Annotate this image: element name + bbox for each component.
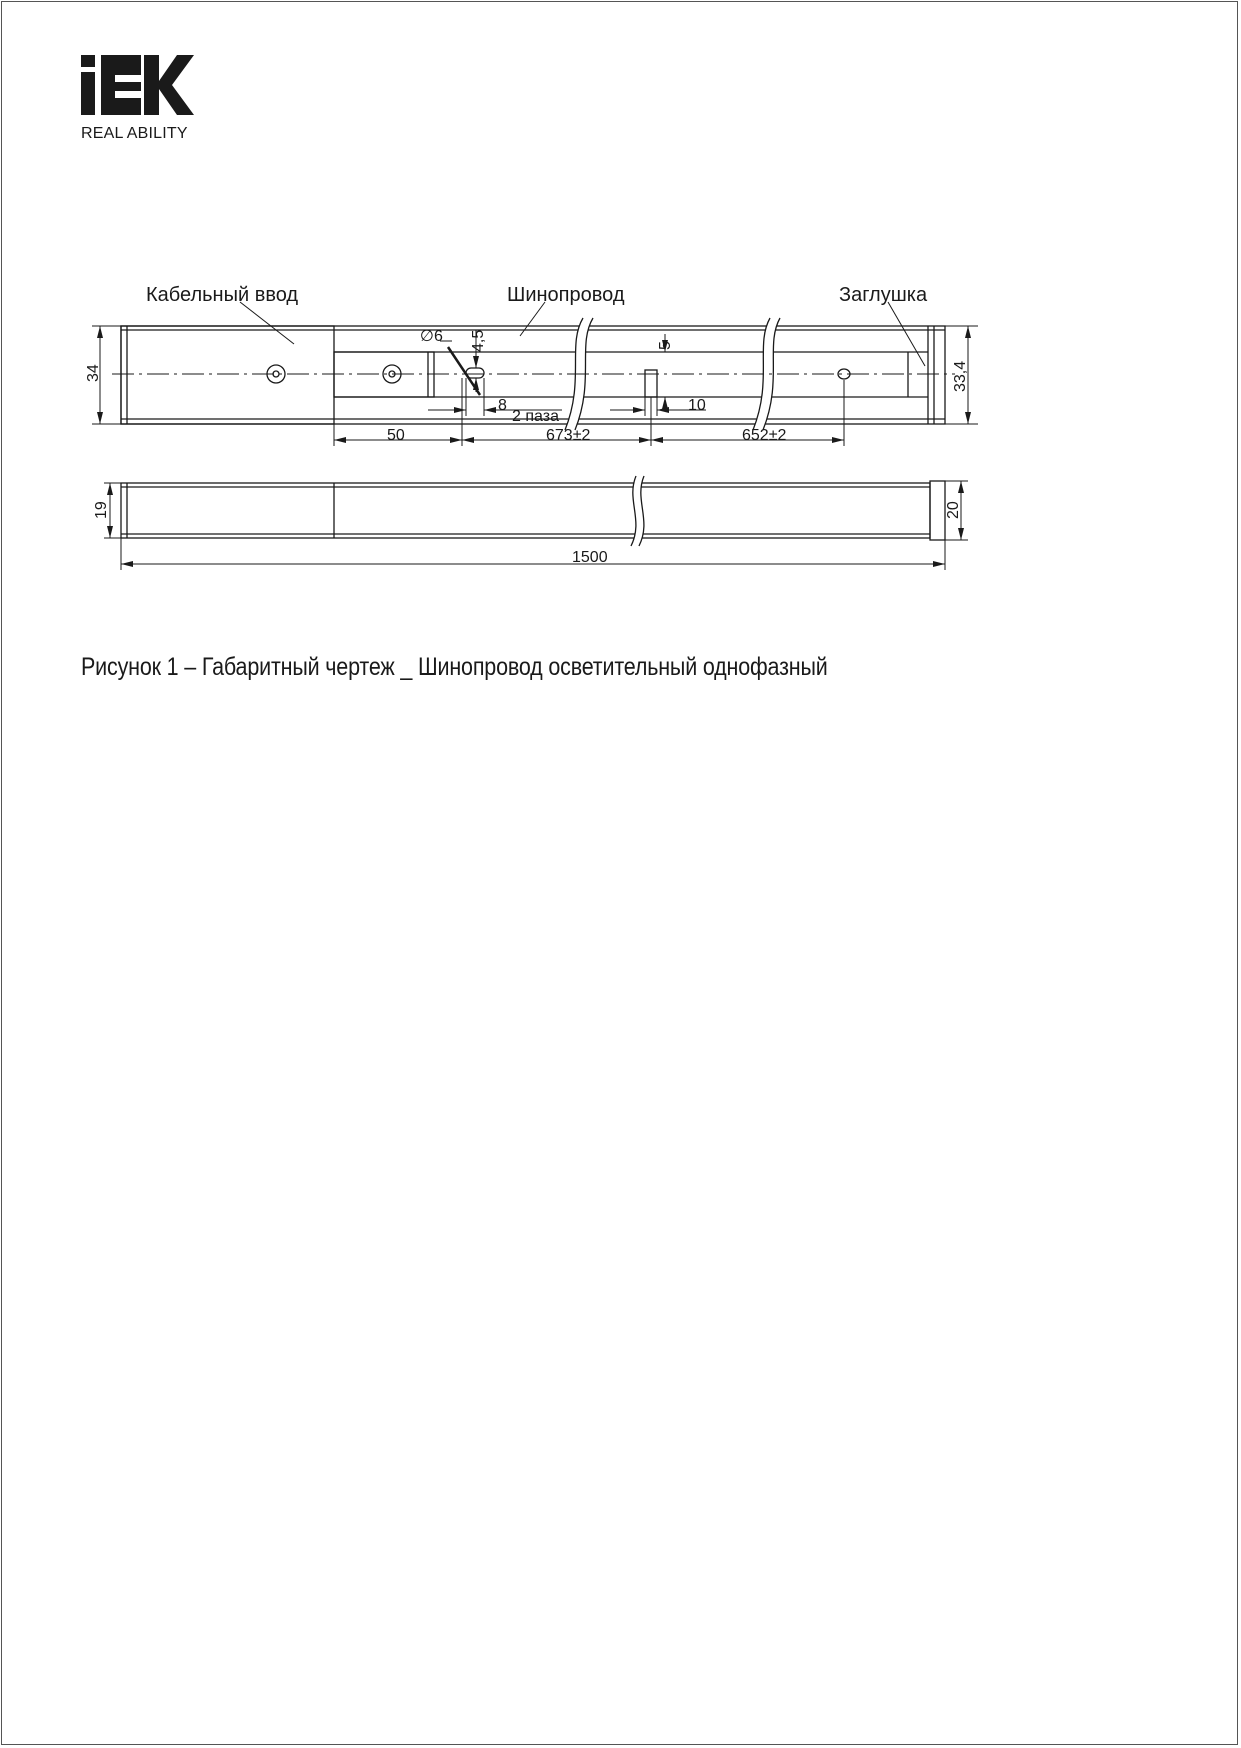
dim-19: 19 bbox=[93, 501, 110, 519]
label-busbar: Шинопровод bbox=[507, 284, 625, 306]
side-view-dimensions bbox=[104, 481, 968, 570]
brand-tagline: REAL ABILITY bbox=[81, 125, 188, 142]
dim-33-4: 33,4 bbox=[952, 360, 969, 392]
dim-50: 50 bbox=[387, 427, 405, 444]
dim-10: 10 bbox=[688, 397, 706, 414]
dim-20: 20 bbox=[945, 501, 962, 519]
dim-673: 673±2 bbox=[546, 427, 591, 444]
dim-5: 5 bbox=[657, 341, 674, 350]
dim-1500: 1500 bbox=[572, 549, 608, 566]
dim-4-5: 4,5 bbox=[470, 329, 487, 352]
label-cable-entry: Кабельный ввод bbox=[146, 284, 299, 306]
dim-652: 652±2 bbox=[742, 427, 787, 444]
dim-8: 8 bbox=[498, 397, 507, 414]
side-view bbox=[121, 476, 945, 546]
label-end-cap: Заглушка bbox=[839, 284, 928, 306]
dim-2-slots: 2 паза bbox=[512, 408, 559, 425]
dim-34: 34 bbox=[85, 364, 102, 382]
dim-diameter-6: ∅6 bbox=[420, 328, 443, 345]
busbar-technical-drawing bbox=[0, 0, 1241, 700]
figure-caption: Рисунок 1 – Габаритный чертеж _ Шинопровод осветительный однофазный bbox=[81, 653, 828, 681]
